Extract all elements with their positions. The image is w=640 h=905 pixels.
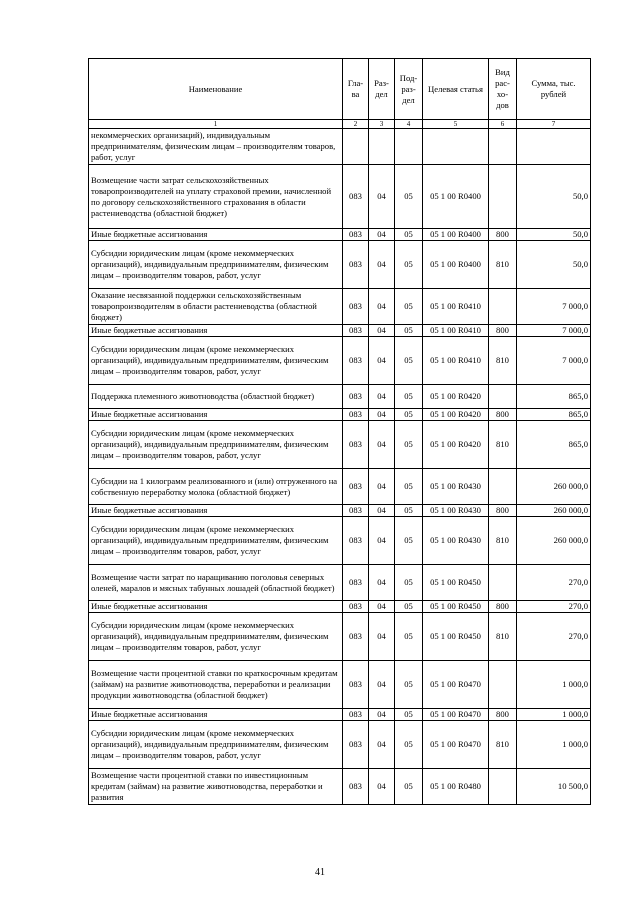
table-row: [89, 229, 591, 241]
cell-podrazdel: 05: [395, 601, 423, 613]
cell-name: Иные бюджетные ассигнования: [89, 709, 343, 721]
cell-tselevaya-statya: 05 1 00 R0430: [423, 469, 489, 505]
cell-tselevaya-statya: 05 1 00 R0450: [423, 613, 489, 661]
cell-podrazdel: 05: [395, 385, 423, 409]
cell-name: Возмещение части затрат сельскохозяйственных товаропроизводителей на уплату страховой премии, начисленной по договору сельскохозяйственного страхования в области растениеводства (областной бюджет): [89, 165, 343, 229]
cell-tselevaya-statya: 05 1 00 R0450: [423, 601, 489, 613]
cell-summa: 50,0: [517, 229, 591, 241]
cell-podrazdel: 05: [395, 325, 423, 337]
cell-summa: 260 000,0: [517, 469, 591, 505]
cell-summa: [517, 129, 591, 165]
cell-vid-raskhodov: 800: [489, 709, 517, 721]
cell-vid-raskhodov: 800: [489, 409, 517, 421]
cell-podrazdel: 05: [395, 229, 423, 241]
cell-podrazdel: 05: [395, 565, 423, 601]
cell-razdel: 04: [369, 721, 395, 769]
cell-podrazdel: 05: [395, 661, 423, 709]
column-number: 3: [369, 120, 395, 129]
cell-vid-raskhodov: 800: [489, 325, 517, 337]
cell-razdel: 04: [369, 613, 395, 661]
cell-summa: 1 000,0: [517, 661, 591, 709]
cell-razdel: 04: [369, 385, 395, 409]
cell-summa: 270,0: [517, 565, 591, 601]
cell-glava: 083: [343, 165, 369, 229]
cell-razdel: 04: [369, 165, 395, 229]
cell-podrazdel: 05: [395, 409, 423, 421]
cell-vid-raskhodov: 800: [489, 229, 517, 241]
cell-vid-raskhodov: 810: [489, 337, 517, 385]
cell-razdel: 04: [369, 769, 395, 805]
cell-tselevaya-statya: 05 1 00 R0430: [423, 505, 489, 517]
cell-summa: 50,0: [517, 165, 591, 229]
table-row: [89, 421, 591, 469]
cell-summa: 865,0: [517, 421, 591, 469]
table-row: [89, 241, 591, 289]
table-body: [89, 129, 591, 805]
table-row: [89, 565, 591, 601]
cell-podrazdel: [395, 129, 423, 165]
cell-tselevaya-statya: 05 1 00 R0480: [423, 769, 489, 805]
table-row: [89, 613, 591, 661]
cell-name: Иные бюджетные ассигнования: [89, 505, 343, 517]
cell-vid-raskhodov: 810: [489, 613, 517, 661]
cell-vid-raskhodov: 810: [489, 721, 517, 769]
cell-glava: 083: [343, 421, 369, 469]
header-razdel: Раз-дел: [369, 59, 395, 120]
cell-podrazdel: 05: [395, 709, 423, 721]
cell-vid-raskhodov: [489, 289, 517, 325]
cell-glava: 083: [343, 505, 369, 517]
cell-razdel: 04: [369, 565, 395, 601]
cell-name: Субсидии юридическим лицам (кроме некоммерческих организаций), индивидуальным предпринимателям, физическим лицам – производителям товаров, работ, услуг: [89, 613, 343, 661]
cell-podrazdel: 05: [395, 721, 423, 769]
cell-name: Субсидии юридическим лицам (кроме некоммерческих организаций), индивидуальным предпринимателям, физическим лицам – производителям товаров, работ, услуг: [89, 241, 343, 289]
cell-summa: 270,0: [517, 601, 591, 613]
cell-name: Поддержка племенного животноводства (областной бюджет): [89, 385, 343, 409]
cell-vid-raskhodov: 800: [489, 601, 517, 613]
header-glava: Гла-ва: [343, 59, 369, 120]
cell-podrazdel: 05: [395, 421, 423, 469]
cell-razdel: 04: [369, 409, 395, 421]
cell-name: Иные бюджетные ассигнования: [89, 601, 343, 613]
table-row: [89, 721, 591, 769]
table-row: [89, 409, 591, 421]
column-number: 5: [423, 120, 489, 129]
cell-razdel: [369, 129, 395, 165]
table-row: [89, 385, 591, 409]
cell-name: Субсидии юридическим лицам (кроме некоммерческих организаций), индивидуальным предпринимателям, физическим лицам – производителям товаров, работ, услуг: [89, 517, 343, 565]
cell-tselevaya-statya: 05 1 00 R0420: [423, 385, 489, 409]
column-number: 4: [395, 120, 423, 129]
cell-podrazdel: 05: [395, 469, 423, 505]
cell-tselevaya-statya: 05 1 00 R0420: [423, 409, 489, 421]
cell-glava: 083: [343, 709, 369, 721]
cell-razdel: 04: [369, 289, 395, 325]
cell-podrazdel: 05: [395, 505, 423, 517]
table-row: [89, 505, 591, 517]
table-row: [89, 517, 591, 565]
cell-name: Субсидии юридическим лицам (кроме некоммерческих организаций), индивидуальным предпринимателям, физическим лицам – производителям товаров, работ, услуг: [89, 337, 343, 385]
cell-glava: 083: [343, 409, 369, 421]
header-podrazdel: Под-раз-дел: [395, 59, 423, 120]
table-row: [89, 769, 591, 805]
header-summa: Сумма, тыс. рублей: [517, 59, 591, 120]
cell-glava: 083: [343, 613, 369, 661]
cell-tselevaya-statya: 05 1 00 R0400: [423, 229, 489, 241]
cell-tselevaya-statya: 05 1 00 R0410: [423, 325, 489, 337]
cell-vid-raskhodov: [489, 565, 517, 601]
cell-tselevaya-statya: 05 1 00 R0470: [423, 721, 489, 769]
cell-summa: 1 000,0: [517, 721, 591, 769]
column-number: 6: [489, 120, 517, 129]
table-row: [89, 469, 591, 505]
cell-summa: 270,0: [517, 613, 591, 661]
cell-glava: 083: [343, 229, 369, 241]
cell-glava: 083: [343, 769, 369, 805]
table-row: [89, 165, 591, 229]
cell-glava: 083: [343, 601, 369, 613]
cell-name: Возмещение части процентной ставки по краткосрочным кредитам (займам) на развитие животноводства, переработки и реализации продукции животноводства (областной бюджет): [89, 661, 343, 709]
cell-summa: 1 000,0: [517, 709, 591, 721]
cell-name: Субсидии на 1 килограмм реализованного и (или) отгруженного на собственную переработку молока (областной бюджет): [89, 469, 343, 505]
cell-tselevaya-statya: 05 1 00 R0410: [423, 289, 489, 325]
cell-name: Возмещение части процентной ставки по инвестиционным кредитам (займам) на развитие животноводства, переработки и развития: [89, 769, 343, 805]
cell-tselevaya-statya: 05 1 00 R0430: [423, 517, 489, 565]
cell-podrazdel: 05: [395, 241, 423, 289]
cell-vid-raskhodov: 810: [489, 421, 517, 469]
cell-summa: 260 000,0: [517, 517, 591, 565]
table-row: [89, 709, 591, 721]
cell-name: Иные бюджетные ассигнования: [89, 325, 343, 337]
cell-vid-raskhodov: [489, 129, 517, 165]
cell-tselevaya-statya: [423, 129, 489, 165]
cell-razdel: 04: [369, 229, 395, 241]
cell-podrazdel: 05: [395, 613, 423, 661]
cell-summa: 7 000,0: [517, 289, 591, 325]
cell-razdel: 04: [369, 421, 395, 469]
cell-name: Иные бюджетные ассигнования: [89, 409, 343, 421]
cell-glava: 083: [343, 661, 369, 709]
cell-summa: 10 500,0: [517, 769, 591, 805]
cell-glava: 083: [343, 325, 369, 337]
cell-vid-raskhodov: [489, 385, 517, 409]
header-tselevaya-statya: Целевая статья: [423, 59, 489, 120]
cell-tselevaya-statya: 05 1 00 R0470: [423, 709, 489, 721]
cell-glava: 083: [343, 337, 369, 385]
cell-podrazdel: 05: [395, 337, 423, 385]
table-row: [89, 325, 591, 337]
cell-name: Возмещение части затрат по наращиванию поголовья северных оленей, маралов и мясных табунных лошадей (областной бюджет): [89, 565, 343, 601]
table-header-row: [89, 59, 591, 120]
cell-summa: 7 000,0: [517, 325, 591, 337]
cell-tselevaya-statya: 05 1 00 R0400: [423, 241, 489, 289]
cell-razdel: 04: [369, 337, 395, 385]
table-row: [89, 601, 591, 613]
cell-podrazdel: 05: [395, 165, 423, 229]
budget-table: [88, 58, 591, 805]
cell-glava: [343, 129, 369, 165]
column-number: 1: [89, 120, 343, 129]
column-number: 7: [517, 120, 591, 129]
cell-summa: 7 000,0: [517, 337, 591, 385]
cell-razdel: 04: [369, 241, 395, 289]
cell-name: Субсидии юридическим лицам (кроме некоммерческих организаций), индивидуальным предпринимателям, физическим лицам – производителям товаров, работ, услуг: [89, 721, 343, 769]
cell-name: Оказание несвязанной поддержки сельскохозяйственным товаропроизводителям в области растениеводства (областной бюджет): [89, 289, 343, 325]
column-number-row: [89, 120, 591, 129]
cell-glava: 083: [343, 565, 369, 601]
table-row: [89, 661, 591, 709]
cell-podrazdel: 05: [395, 517, 423, 565]
cell-razdel: 04: [369, 601, 395, 613]
cell-razdel: 04: [369, 469, 395, 505]
cell-razdel: 04: [369, 709, 395, 721]
table-row: [89, 129, 591, 165]
cell-name: Субсидии юридическим лицам (кроме некоммерческих организаций), индивидуальным предпринимателям, физическим лицам – производителям товаров, работ, услуг: [89, 421, 343, 469]
page-number: 41: [315, 867, 325, 878]
cell-razdel: 04: [369, 661, 395, 709]
cell-summa: 260 000,0: [517, 505, 591, 517]
cell-vid-raskhodov: [489, 661, 517, 709]
cell-name: Иные бюджетные ассигнования: [89, 229, 343, 241]
cell-tselevaya-statya: 05 1 00 R0450: [423, 565, 489, 601]
cell-vid-raskhodov: [489, 469, 517, 505]
header-name: Наименование: [89, 59, 343, 120]
cell-glava: 083: [343, 469, 369, 505]
cell-razdel: 04: [369, 505, 395, 517]
cell-summa: 865,0: [517, 385, 591, 409]
cell-summa: 50,0: [517, 241, 591, 289]
cell-tselevaya-statya: 05 1 00 R0400: [423, 165, 489, 229]
cell-razdel: 04: [369, 325, 395, 337]
cell-vid-raskhodov: 810: [489, 517, 517, 565]
cell-glava: 083: [343, 289, 369, 325]
table-row: [89, 289, 591, 325]
cell-vid-raskhodov: [489, 769, 517, 805]
cell-vid-raskhodov: 800: [489, 505, 517, 517]
cell-glava: 083: [343, 517, 369, 565]
cell-razdel: 04: [369, 517, 395, 565]
cell-tselevaya-statya: 05 1 00 R0420: [423, 421, 489, 469]
cell-tselevaya-statya: 05 1 00 R0410: [423, 337, 489, 385]
cell-tselevaya-statya: 05 1 00 R0470: [423, 661, 489, 709]
cell-summa: 865,0: [517, 409, 591, 421]
cell-vid-raskhodov: [489, 165, 517, 229]
cell-glava: 083: [343, 241, 369, 289]
cell-podrazdel: 05: [395, 769, 423, 805]
cell-glava: 083: [343, 721, 369, 769]
cell-podrazdel: 05: [395, 289, 423, 325]
cell-vid-raskhodov: 810: [489, 241, 517, 289]
header-vid-raskhodov: Вид рас-хо-дов: [489, 59, 517, 120]
cell-glava: 083: [343, 385, 369, 409]
column-number: 2: [343, 120, 369, 129]
table-row: [89, 337, 591, 385]
cell-name: некоммерческих организаций), индивидуальным предпринимателям, физическим лицам – производителям товаров, работ, услуг: [89, 129, 343, 165]
